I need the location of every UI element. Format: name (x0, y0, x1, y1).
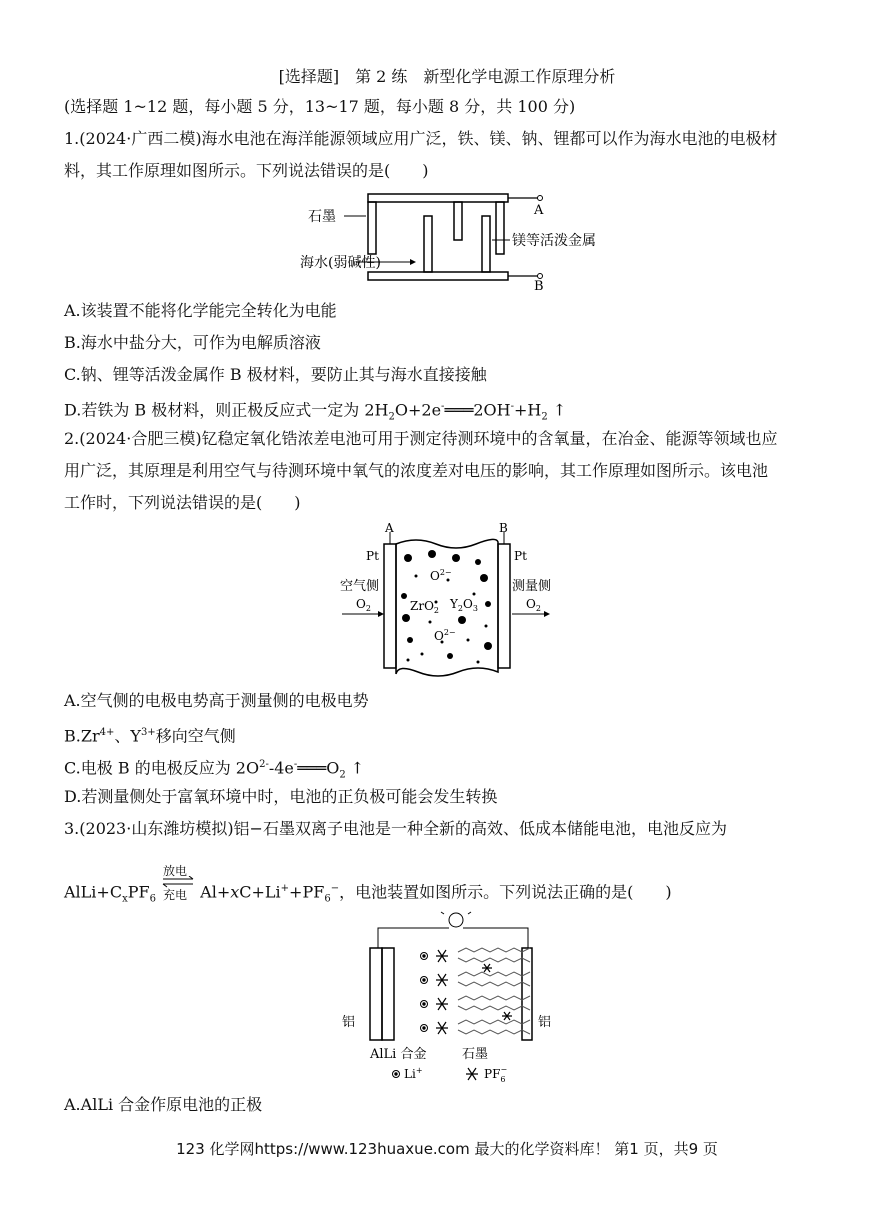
q1-graphite-label: 石墨 (308, 209, 336, 225)
page-footer: 123 化学网https://www.123huaxue.com 最大的化学资料库！ 第1 页，共9 页 (176, 1140, 718, 1158)
bulb-icon (441, 908, 471, 927)
q1-active-metal-label: 镁等活泼金属 (512, 233, 596, 249)
q2-option-a: A.空气侧的电极电势高于测量侧的电极电势 (64, 691, 369, 710)
q3-pf6-legend: $PF_6-$ (484, 1065, 508, 1084)
q2-label-b: B (499, 522, 508, 535)
q2-option-d: D.若测量侧处于富氧环境中时，电池的正负极可能会发生转换 (64, 787, 498, 806)
q3-graphite-label: 石墨 (462, 1047, 489, 1062)
q3-alloy-label: AlLi 合金 (370, 1047, 427, 1062)
q3-figure (338, 908, 568, 1084)
q2-pt-right: Pt (514, 549, 527, 563)
q2-y2o3: $Y_2O_3$ (450, 597, 478, 613)
q2-measure-side: 测量侧 (512, 579, 552, 594)
q2-o2-right: $O_2$ (526, 597, 541, 613)
q2-option-b: $B.Zr^{4+}$、$Y^{3+}$移向空气侧 (64, 726, 236, 746)
q3-al-right: 铝 (538, 1015, 552, 1030)
q2-stem-line2: 用广泛，其原理是利用空气与待测环境中氧气的浓度差对电压的影响，其工作原理如图所示。该电池 (64, 461, 769, 480)
q3-stem-line1: 3.(2023·山东潍坊模拟)铝−石墨双离子电池是一种全新的高效、低成本储能电池，电池反应为 (64, 819, 727, 838)
reaction-arrow: 放电 充电 (161, 882, 195, 904)
q1-option-b: B.海水中盐分大，可作为电解质溶液 (64, 333, 321, 352)
q2-option-c: C.电极 B 的电极反应为 $2O^{2-}-4e^-═══O_2$ ↑ (64, 758, 365, 781)
li-legend-icon (393, 1071, 400, 1078)
instructions: (选择题 1~12 题，每小题 5 分，13~17 题，每小题 8 分，共 100 分) (64, 97, 576, 116)
q1-option-a: A.该装置不能将化学能完全转化为电能 (64, 301, 337, 320)
q2-air-side: 空气侧 (340, 579, 380, 594)
graphite-lattice (458, 948, 530, 1034)
q2-o2-left: $O_2$ (356, 597, 371, 613)
q3-option-a: A.AlLi 合金作原电池的正极 (64, 1095, 263, 1114)
li-ions (421, 953, 428, 1032)
q3-al-left: 铝 (342, 1015, 356, 1030)
q2-ion-bottom: $O^{2-}$ (434, 628, 456, 643)
q1-terminal-b: B (534, 279, 544, 294)
q2-stem-line1: 2.(2024·合肥三模)钇稳定氧化锆浓差电池可用于测定待测环境中的含氧量，在冶金、能源等领域也应 (64, 429, 778, 448)
q2-ion-top: $O^{2-}$ (430, 568, 452, 583)
page-title: [选择题] 第 2 练 新型化学电源工作原理分析 (278, 67, 616, 86)
q2-zro2: ZrO$_2$ (410, 599, 440, 615)
q1-option-c: C.钠、锂等活泼金属作 B 极材料，要防止其与海水直接接触 (64, 365, 487, 384)
q2-label-a: A (385, 522, 394, 535)
q1-stem-line2: 料，其工作原理如图所示。下列说法错误的是( ) (64, 161, 429, 180)
q1-stem-line1: 1.(2024·广西二模)海水电池在海洋能源领域应用广泛，铁、镁、钠、锂都可以作为海水电池的电极材 (64, 129, 778, 148)
q1-terminal-a: A (534, 203, 544, 218)
q1-figure (300, 186, 600, 294)
q2-stem-line3: 工作时，下列说法错误的是( ) (64, 493, 301, 512)
q2-pt-left: Pt (366, 549, 379, 563)
q3-li-legend: Li+ (404, 1066, 423, 1081)
q2-figure (338, 522, 558, 680)
q3-reaction: $AlLi+C_xPF_6$ 放电 充电 $Al+xC+Li^++PF_6^-$，电池装置如图所示。下列说法正确的是( ) (64, 863, 672, 905)
q1-seawater-label: 海水(弱碱性) (300, 255, 381, 271)
q1-option-d: D.若铁为 B 极材料，则正极反应式一定为 $2H_2O+2e^-═══2OH^-+H_2$ ↑ (64, 400, 567, 423)
pf6-legend-icon (466, 1068, 478, 1080)
